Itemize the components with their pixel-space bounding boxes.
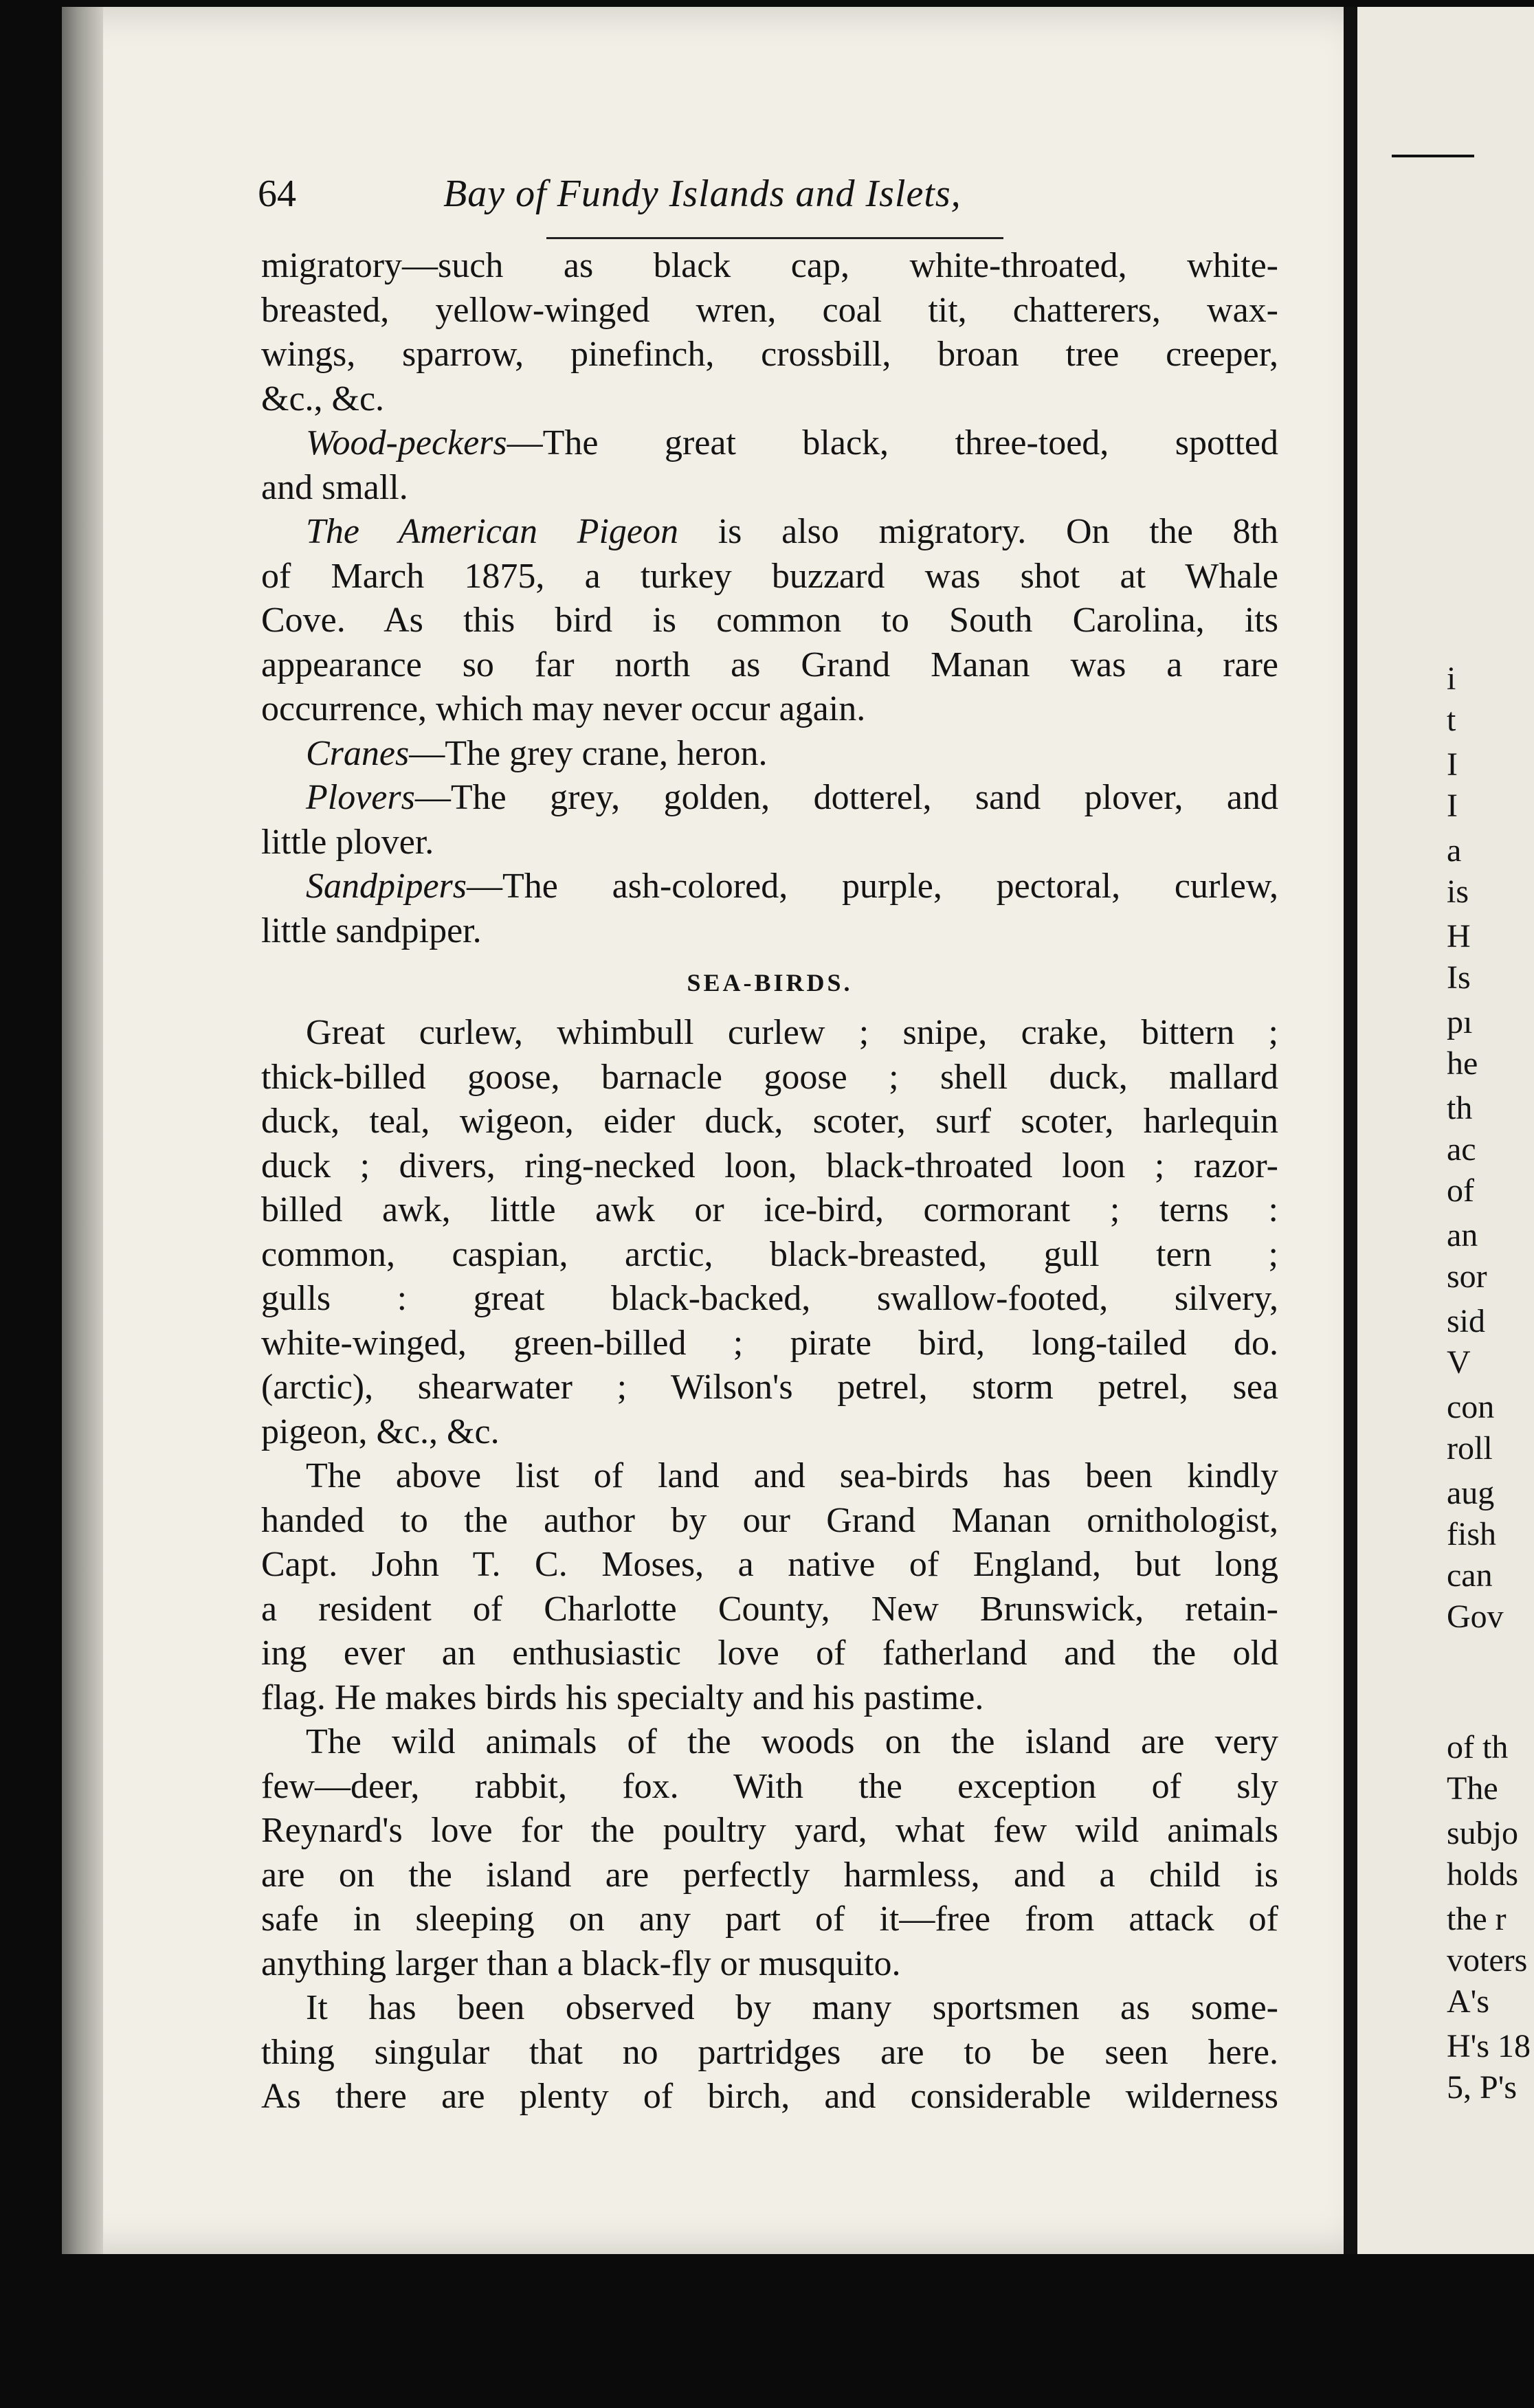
facing-page-fragment: subjo bbox=[1447, 1815, 1519, 1851]
text-line: appearance so far north as Grand Manan was a rare bbox=[261, 645, 1278, 684]
text-line: The above list of land and sea-birds has been kindly bbox=[306, 1456, 1278, 1495]
text-line: safe in sleeping on any part of it—free from attack of bbox=[261, 1899, 1278, 1939]
facing-page-fragment: of th bbox=[1447, 1729, 1509, 1765]
cranes-line bbox=[261, 732, 1278, 777]
text-line: migratory—such as black cap, white-throated, white- bbox=[261, 246, 1278, 285]
text-line: few—deer, rabbit, fox. With the exception of sly bbox=[261, 1766, 1278, 1806]
facing-page-fragment: sor bbox=[1447, 1258, 1487, 1295]
facing-page-fragment: is bbox=[1447, 873, 1469, 910]
sandpipers-line bbox=[261, 865, 1278, 909]
text-line: flag. He makes birds his specialty and his pastime. bbox=[261, 1677, 984, 1717]
facing-page-fragment: aug bbox=[1447, 1475, 1495, 1511]
facing-page-fragment: voters bbox=[1447, 1942, 1528, 1978]
facing-page-fragment: I bbox=[1447, 788, 1458, 824]
facing-page-fragment: holds bbox=[1447, 1856, 1519, 1893]
text-line: anything larger than a black-fly or musquito. bbox=[261, 1943, 901, 1983]
facing-page-fragment: V bbox=[1447, 1344, 1471, 1381]
pigeon-label: The American Pigeon bbox=[306, 512, 678, 551]
section-heading: SEA-BIRDS. bbox=[687, 969, 853, 996]
text-line: a resident of Charlotte County, New Brunswick, retain- bbox=[261, 1589, 1278, 1629]
text-line: white-winged, green-billed ; pirate bird, long-tailed do. bbox=[261, 1323, 1278, 1363]
text-line: duck ; divers, ring-necked loon, black-throated loon ; razor- bbox=[261, 1146, 1278, 1185]
text-line: &c., &c. bbox=[261, 379, 385, 419]
woodpeckers-line bbox=[261, 421, 1278, 466]
page-header bbox=[258, 172, 1220, 227]
text-line: Great curlew, whimbull curlew ; snipe, crake, bittern ; bbox=[306, 1013, 1278, 1052]
plovers-text: —The grey, golden, dotterel, sand plover, and bbox=[414, 778, 1278, 817]
facing-page-fragment: roll bbox=[1447, 1430, 1493, 1467]
text-line: Reynard's love for the poultry yard, what few wild animals bbox=[261, 1811, 1278, 1850]
cranes-label: Cranes bbox=[306, 733, 410, 773]
text-line: handed to the author by our Grand Manan ornithologist, bbox=[261, 1500, 1278, 1540]
facing-page-fragment: pı bbox=[1447, 1004, 1473, 1040]
facing-page-fragment: i bbox=[1447, 660, 1456, 697]
facing-page-fragment: he bbox=[1447, 1045, 1478, 1082]
text-line: As there are plenty of birch, and considerable wilderness bbox=[261, 2077, 1278, 2116]
text-line: thing singular that no partridges are to be seen here. bbox=[261, 2032, 1278, 2072]
text-line: little plover. bbox=[261, 822, 434, 862]
text-line: The wild animals of the woods on the island are very bbox=[306, 1722, 1278, 1761]
pigeon-text: is also migratory. On the 8th bbox=[678, 512, 1278, 551]
facing-page-fragment: con bbox=[1447, 1389, 1495, 1425]
text-line: It has been observed by many sportsmen as some- bbox=[306, 1988, 1278, 2027]
facing-page-fragment: H's 18 bbox=[1447, 2028, 1531, 2064]
facing-page-fragment: The bbox=[1447, 1770, 1498, 1807]
text-line: pigeon, &c., &c. bbox=[261, 1412, 500, 1451]
page-edge bbox=[62, 7, 103, 2254]
page-body bbox=[261, 244, 1278, 2119]
text-line: common, caspian, arctic, black-breasted, gull tern ; bbox=[261, 1234, 1278, 1274]
facing-page-fragment: the r bbox=[1447, 1901, 1507, 1937]
woodpeckers-label: Wood-peckers bbox=[306, 423, 507, 462]
facing-page-fragment: A's bbox=[1447, 1983, 1489, 2020]
facing-page-fragment: can bbox=[1447, 1557, 1493, 1594]
text-line: Cove. As this bird is common to South Carolina, its bbox=[261, 601, 1278, 640]
facing-page-fragment: H bbox=[1447, 918, 1471, 955]
text-line: gulls : great black-backed, swallow-footed, silvery, bbox=[261, 1279, 1278, 1318]
facing-page-fragment: t bbox=[1447, 702, 1456, 738]
facing-page-fragment: of bbox=[1447, 1172, 1474, 1209]
text-line: little sandpiper. bbox=[261, 911, 482, 950]
text-line: and small. bbox=[261, 467, 408, 507]
sandpipers-label: Sandpipers bbox=[306, 867, 467, 906]
facing-page-fragment: ac bbox=[1447, 1131, 1476, 1168]
text-line: thick-billed goose, barnacle goose ; shell duck, mallard bbox=[261, 1057, 1278, 1097]
cranes-text: —The grey crane, heron. bbox=[409, 733, 768, 773]
facing-page-fragment: I bbox=[1447, 746, 1458, 783]
facing-page-fragment: a bbox=[1447, 832, 1462, 869]
running-title: Bay of Fundy Islands and Islets, bbox=[443, 172, 961, 215]
pigeon-line bbox=[261, 510, 1278, 555]
text-line: (arctic), shearwater ; Wilson's petrel, storm petrel, sea bbox=[261, 1368, 1278, 1407]
text-line: Capt. John T. C. Moses, a native of England, but long bbox=[261, 1545, 1278, 1584]
page-number: 64 bbox=[258, 172, 296, 215]
facing-page-fragment: an bbox=[1447, 1217, 1478, 1253]
facing-page-fragment: sid bbox=[1447, 1303, 1486, 1339]
text-line: of March 1875, a turkey buzzard was shot at Whale bbox=[261, 556, 1278, 596]
plovers-line bbox=[261, 776, 1278, 821]
text-line: duck, teal, wigeon, eider duck, scoter, surf scoter, harlequin bbox=[261, 1102, 1278, 1141]
text-line: breasted, yellow-winged wren, coal tit, chatterers, wax- bbox=[261, 290, 1278, 330]
facing-page-fragment: Is bbox=[1447, 959, 1471, 996]
sandpipers-text: —The ash-colored, purple, pectoral, curlew, bbox=[467, 867, 1278, 906]
facing-page-fragment: 5, P's bbox=[1447, 2069, 1518, 2106]
plovers-label: Plovers bbox=[306, 778, 415, 817]
text-line: wings, sparrow, pinefinch, crossbill, broan tree creeper, bbox=[261, 335, 1278, 374]
facing-page-fragment: fish bbox=[1447, 1516, 1496, 1552]
facing-page-fragment: th bbox=[1447, 1090, 1473, 1126]
header-rule bbox=[546, 237, 1003, 239]
woodpeckers-text: —The great black, three-toed, spotted bbox=[507, 423, 1278, 462]
text-line: occurrence, which may never occur again. bbox=[261, 689, 866, 728]
text-line: billed awk, little awk or ice-bird, cormorant ; terns : bbox=[261, 1190, 1278, 1229]
text-line: are on the island are perfectly harmless, and a child is bbox=[261, 1855, 1278, 1895]
facing-page-fragment: Gov bbox=[1447, 1598, 1504, 1635]
text-line: ing ever an enthusiastic love of fatherland and the old bbox=[261, 1634, 1278, 1673]
registration-mark bbox=[1392, 155, 1474, 157]
